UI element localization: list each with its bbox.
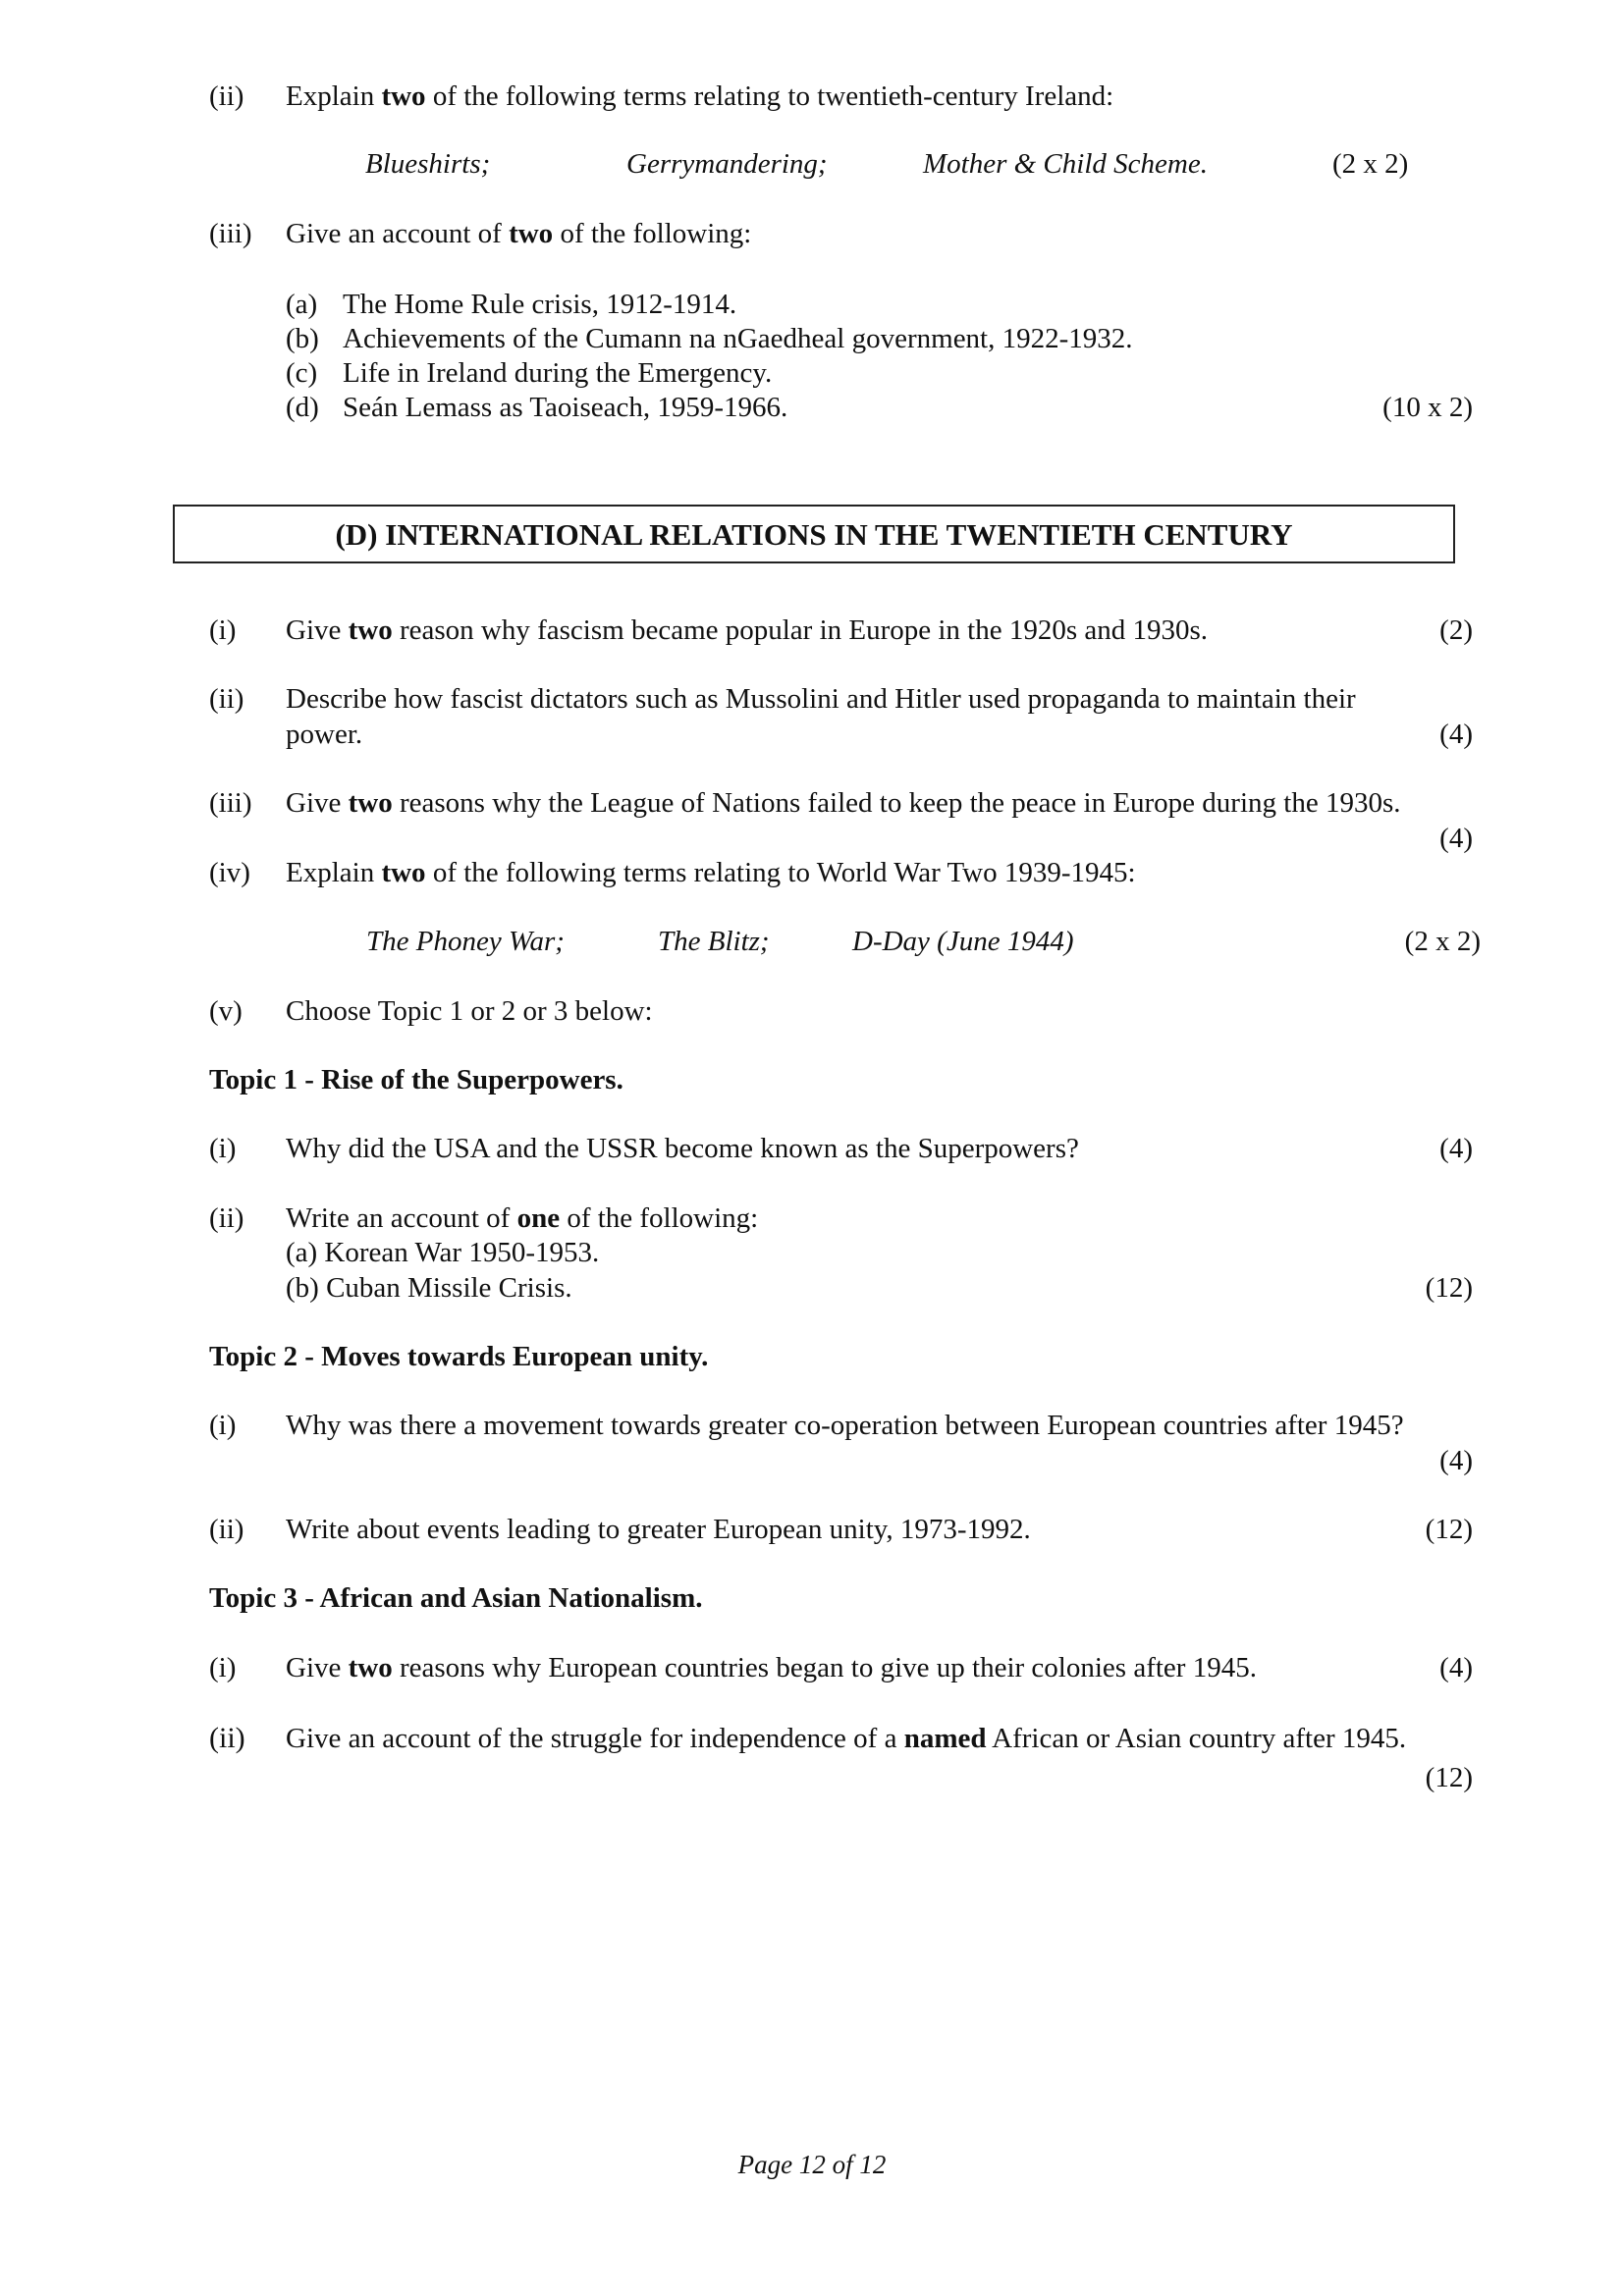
marks: (12) [1425, 1272, 1473, 1304]
option-label: (b) [286, 323, 319, 354]
question-text: Give two reasons why European countries began to give up their colonies after 1945. [286, 1652, 1257, 1683]
marks: (4) [1439, 823, 1473, 854]
question-text: Write about events leading to greater European unity, 1973-1992. [286, 1514, 1031, 1545]
question-text-line: power. [286, 719, 363, 750]
term-item: D-Day (June 1944) [852, 926, 1074, 957]
marks: (4) [1439, 1652, 1473, 1683]
question-number: (ii) [209, 683, 244, 715]
term-item: Gerrymandering; [626, 148, 828, 180]
marks: (10 x 2) [1382, 392, 1473, 423]
marks: (2) [1439, 614, 1473, 646]
marks: (4) [1439, 1133, 1473, 1164]
option-text: The Home Rule crisis, 1912-1914. [343, 289, 737, 320]
question-number: (i) [209, 614, 237, 646]
page-number: Page 12 of 12 [737, 2150, 887, 2179]
question-text: Why was there a movement towards greater co-operation between European countries after 1945? [286, 1410, 1404, 1441]
marks: (4) [1439, 719, 1473, 750]
marks: (12) [1425, 1762, 1473, 1793]
term-item: Mother & Child Scheme. [923, 148, 1208, 180]
term-item: The Phoney War; [366, 926, 565, 957]
question-text: Explain two of the following terms relating to World War Two 1939-1945: [286, 857, 1136, 888]
question-text: Explain two of the following terms relating to twentieth-century Ireland: [286, 80, 1114, 112]
term-item: The Blitz; [658, 926, 770, 957]
question-number: (ii) [209, 1722, 245, 1754]
option-text: (a) Korean War 1950-1953. [286, 1237, 600, 1268]
question-number: (i) [209, 1652, 237, 1683]
option-label: (c) [286, 357, 318, 389]
question-text: Write an account of one of the following: [286, 1202, 759, 1234]
option-label: (a) [286, 289, 318, 320]
question-text: Give two reasons why the League of Nations failed to keep the peace in Europe during the 1930s. [286, 787, 1401, 819]
option-text: Seán Lemass as Taoiseach, 1959-1966. [343, 392, 788, 423]
question-number: (ii) [209, 1514, 244, 1545]
section-title: (D) INTERNATIONAL RELATIONS IN THE TWENTIETH CENTURY [335, 517, 1293, 552]
question-number: (i) [209, 1133, 237, 1164]
question-text: Choose Topic 1 or 2 or 3 below: [286, 995, 653, 1027]
question-number: (ii) [209, 80, 244, 112]
marks: (2 x 2) [1404, 926, 1481, 957]
option-label: (d) [286, 392, 319, 423]
question-number: (iii) [209, 218, 252, 249]
question-number: (ii) [209, 1202, 244, 1234]
marks: (12) [1425, 1514, 1473, 1545]
question-text: Why did the USA and the USSR become known as the Superpowers? [286, 1133, 1079, 1164]
option-text: Achievements of the Cumann na nGaedheal government, 1922-1932. [343, 323, 1133, 354]
question-text: Give an account of two of the following: [286, 218, 752, 249]
question-text: Give an account of the struggle for independence of a named African or Asian country after 1945. [286, 1723, 1407, 1754]
section-d-heading-box [173, 505, 1455, 563]
question-number: (i) [209, 1410, 237, 1441]
question-text-line: Describe how fascist dictators such as Mussolini and Hitler used propaganda to maintain their [286, 683, 1356, 715]
question-number: (v) [209, 995, 243, 1027]
question-number: (iv) [209, 857, 250, 888]
option-text: Life in Ireland during the Emergency. [343, 357, 773, 389]
option-text: (b) Cuban Missile Crisis. [286, 1272, 572, 1304]
topic-heading: Topic 2 - Moves towards European unity. [209, 1341, 709, 1372]
marks: (2 x 2) [1332, 148, 1409, 180]
question-text: Give two reason why fascism became popular in Europe in the 1920s and 1930s. [286, 614, 1209, 646]
marks: (4) [1439, 1445, 1473, 1476]
term-item: Blueshirts; [365, 148, 491, 180]
question-number: (iii) [209, 787, 252, 819]
topic-heading: Topic 3 - African and Asian Nationalism. [209, 1582, 703, 1614]
topic-heading: Topic 1 - Rise of the Superpowers. [209, 1064, 623, 1095]
